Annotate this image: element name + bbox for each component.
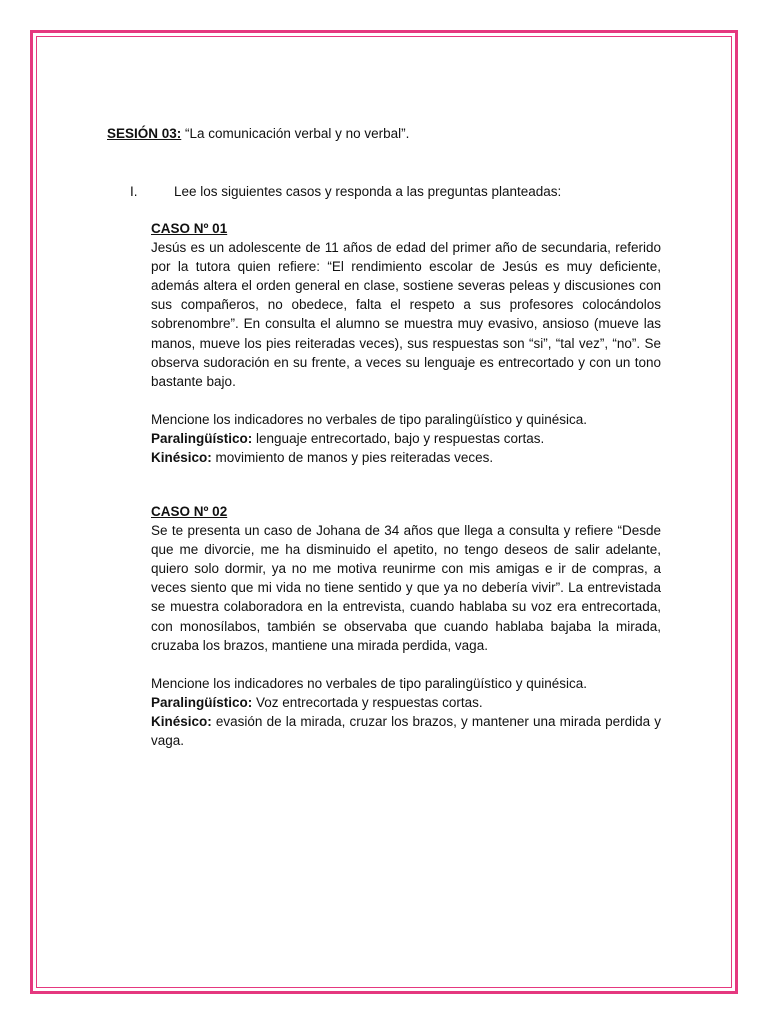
case-02 (151, 502, 661, 750)
case-02-paralinguistic (151, 693, 661, 712)
case-01 (151, 219, 661, 467)
case-01-question: Mencione los indicadores no verbales de tipo paralingüístico y quinésica. (151, 411, 588, 427)
case-02-para-text: Voz entrecortada y respuestas cortas. (252, 694, 483, 710)
case-02-kin-text: evasión de la mirada, cruzar los brazos, y mantener una mirada perdida y vaga. (151, 713, 661, 749)
session-title (107, 125, 409, 143)
case-02-heading: CASO Nº 02 (151, 504, 228, 519)
case-02-kin-label: Kinésico: (151, 713, 212, 729)
instruction-number: I. (130, 184, 138, 199)
case-01-kin-text: movimiento de manos y pies reiteradas veces. (211, 450, 494, 466)
case-02-questions (151, 674, 661, 750)
case-02-kinesic (151, 712, 661, 750)
case-02-text: Se te presenta un caso de Johana de 34 años que llega a consulta y refiere “Desde que me divorcie, me ha disminuido el apetito, no tengo deseos de salir adelante, quiero solo dormir, ya no me motiva reunirme con mis amigas e ir de compras, a veces siento que mi vida no tiene sentido y que ya no debería vivir”. La entrevistada se muestra colaboradora en la entrevista, cuando hablaba su voz era entrecortada, con monosílabos, también se observaba que cuando hablaba bajaba la mirada, cruzaba los brazos, mantiene una mirada perdida, vaga. (151, 523, 661, 653)
case-01-kinesic (151, 448, 661, 467)
instruction-text: Lee los siguientes casos y responda a las preguntas planteadas: (174, 184, 562, 199)
instruction-item (130, 183, 561, 201)
case-01-para-label: Paralingüístico: (151, 430, 253, 446)
case-02-para-label: Paralingüístico: (151, 694, 253, 710)
session-label: SESIÓN 03: (107, 126, 182, 141)
case-01-kin-label: Kinésico: (151, 450, 212, 466)
case-01-para-text: lenguaje entrecortado, bajo y respuestas cortas. (252, 430, 545, 446)
case-01-paralinguistic (151, 429, 661, 448)
case-01-text: Jesús es un adolescente de 11 años de edad del primer año de secundaria, referido por la tutora quien refiere: “El rendimiento escolar de Jesús es muy deficiente, además altera el orden general en clase, sostiene severas peleas y discusiones con sus compañeros, no obedece, falta el respeto a sus profesores colocándolos sobrenombre”. En consulta el alumno se muestra muy evasivo, ansioso (mueve las manos, mueve los pies reiteradas veces), sus respuestas son “si”, “tal vez”, “no”. Se observa sudoración en su frente, a veces su lenguaje es entrecortado y con un tono bastante bajo. (151, 240, 661, 389)
case-02-question: Mencione los indicadores no verbales de tipo paralingüístico y quinésica. (151, 675, 588, 691)
case-01-questions (151, 410, 661, 467)
case-01-heading: CASO Nº 01 (151, 221, 228, 236)
session-title-text: “La comunicación verbal y no verbal”. (181, 126, 410, 141)
